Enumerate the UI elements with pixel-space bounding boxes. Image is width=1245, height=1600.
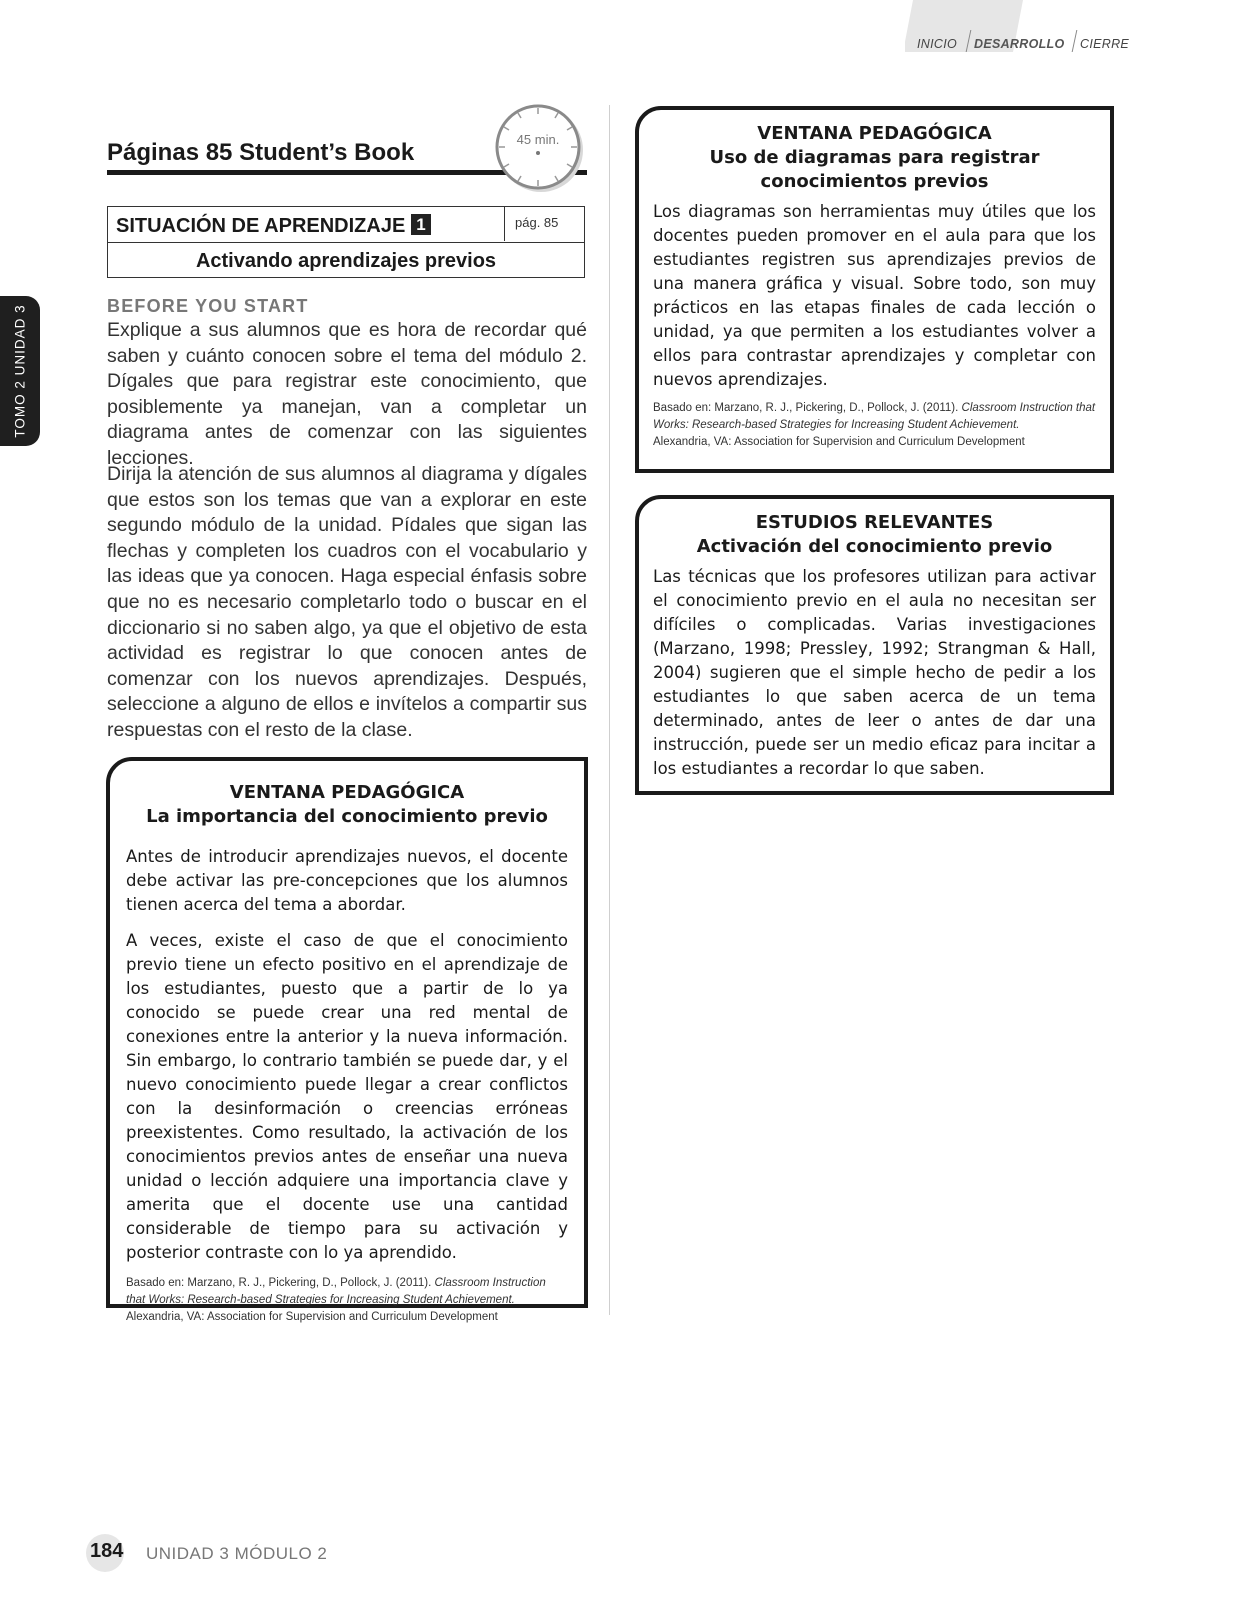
- box-subtitle: Uso de diagramas para registrar conocimientos previos: [709, 147, 1040, 192]
- learning-situation-header: [108, 207, 584, 243]
- nav-separator: [1072, 30, 1078, 52]
- learning-situation-title: [116, 214, 431, 238]
- reference-label: Basado en:: [653, 402, 712, 414]
- side-tab-label: TOMO 2 UNIDAD 3: [12, 304, 28, 438]
- body-paragraph: Explique a sus alumnos que es hora de recordar qué saben y cuánto conocen sobre el tema del módulo 2. Dígales que para registrar este conocimiento, que posiblemente ya manejan, van a completar un diagrama antes de comenzar con las siguientes lecciones.: [107, 319, 587, 469]
- box-paragraph: Las técnicas que los profesores utilizan para activar el conocimiento previo en el aula no necesitan ser difíciles o complicadas. Varias investigaciones (Marzano, 1998; Pressley, 1992; Strangman & Hall, 2004) sugieren que el simple hecho de pedir a los estudiantes lo que saben acerca de un tema determinado, antes de leer o antes de dar una instrucción, puede ser un medio eficaz para incitar a los estudiantes a recordar lo que saben.: [653, 567, 1096, 778]
- page-number: 184: [90, 1540, 124, 1562]
- nav-inicio: INICIO: [917, 37, 957, 51]
- page-ref: pág. 85: [515, 215, 559, 230]
- column-divider: [609, 105, 610, 1315]
- learning-situation-subtitle: Activando aprendizajes previos: [195, 250, 497, 272]
- section-nav: [845, 0, 1245, 60]
- reference-title: Classroom Instruction that Works: Research-based Strategies for Increasing Student Achievement.: [126, 1277, 546, 1306]
- clock-icon: [495, 104, 587, 196]
- reference-label: Basado en:: [126, 1277, 185, 1289]
- reference-authors: Marzano, R. J., Pickering, D., Pollock, J. (2011).: [187, 1277, 432, 1289]
- box-title: VENTANA PEDAGÓGICA: [757, 123, 992, 144]
- box-paragraph: Los diagramas son herramientas muy útiles que los docentes pueden promover en el aula para que los estudiantes registren sus aprendizajes previos de una manera gráfica y visual. Sobre todo, son muy prácticos en las etapas finales de cada lección o unidad, ya que permiten a los estudiantes volver a ellos para contrastar aprendizajes y completar con nuevos aprendizajes.: [653, 202, 1096, 389]
- section-heading: BEFORE YOU START: [107, 296, 309, 316]
- reference-publisher: Alexandria, VA: Association for Supervision and Curriculum Development: [126, 1311, 498, 1323]
- reference-authors: Marzano, R. J., Pickering, D., Pollock, J. (2011).: [714, 402, 959, 414]
- side-tab: [0, 296, 40, 446]
- footer-label: UNIDAD 3 MÓDULO 2: [146, 1544, 328, 1563]
- nav-desarrollo: DESARROLLO: [974, 37, 1065, 51]
- box-reference: [126, 1275, 568, 1326]
- box-subtitle: Activación del conocimiento previo: [696, 536, 1053, 557]
- box-paragraph: A veces, existe el caso de que el conocimiento previo tiene un efecto positivo en el aprendizaje de los estudiantes, puesto que a partir de lo ya conocido se puede crear una red mental de conexiones entre la anterior y la nueva información. Sin embargo, lo contrario también se puede dar, y el nuevo conocimiento puede llegar a crear conflictos con la desinformación o creencias erróneas preexistentes. Como resultado, la activación de los conocimientos previos antes de enseñar una nueva unidad o lección adquiere una importancia clave y amerita que el docente use una cantidad considerable de tiempo para su activación y posterior contraste con lo ya aprendido.: [126, 931, 568, 1262]
- learning-situation-label: SITUACIÓN DE APRENDIZAJE: [116, 215, 406, 237]
- learning-situation-box: [107, 206, 585, 278]
- learning-situation-number: 1: [411, 214, 430, 235]
- nav-cierre: CIERRE: [1080, 37, 1130, 51]
- relevant-studies-box: [635, 495, 1114, 795]
- box-title: ESTUDIOS RELEVANTES: [755, 512, 994, 533]
- box-subtitle: La importancia del conocimiento previo: [146, 806, 548, 827]
- page-title: Páginas 85 Student’s Book: [107, 139, 415, 166]
- box-paragraph: Antes de introducir aprendizajes nuevos, el docente debe activar las pre-concepciones que los alumnos tienen acerca del tema a abordar.: [126, 847, 568, 914]
- box-title: VENTANA PEDAGÓGICA: [229, 782, 465, 803]
- reference-publisher: Alexandria, VA: Association for Supervision and Curriculum Development: [653, 436, 1025, 448]
- pedagogical-window-box: [106, 757, 588, 1323]
- reference-title: Classroom Instruction that Works: Research-based Strategies for Increasing Student Achievement.: [653, 402, 1096, 431]
- box-reference: [653, 400, 1096, 451]
- pedagogical-window-box: [635, 106, 1114, 473]
- body-paragraph: Dirija la atención de sus alumnos al diagrama y dígales que estos son los temas que van a explorar en este segundo módulo de la unidad. Pídales que sigan las flechas y completen los cuadros con el vocabulario y las ideas que ya conocen. Haga especial énfasis sobre que no es necesario completarlo todo o buscar en el diccionario si no saben algo, ya que el objetivo de esta actividad es registrar lo que conocen antes de comenzar con los nuevos aprendizajes. Después, seleccione a alguno de ellos e invítelos a compartir sus respuestas con el resto de la clase.: [107, 463, 587, 741]
- page-ref-cell: [504, 207, 584, 241]
- duration-label: 45 min.: [516, 132, 560, 147]
